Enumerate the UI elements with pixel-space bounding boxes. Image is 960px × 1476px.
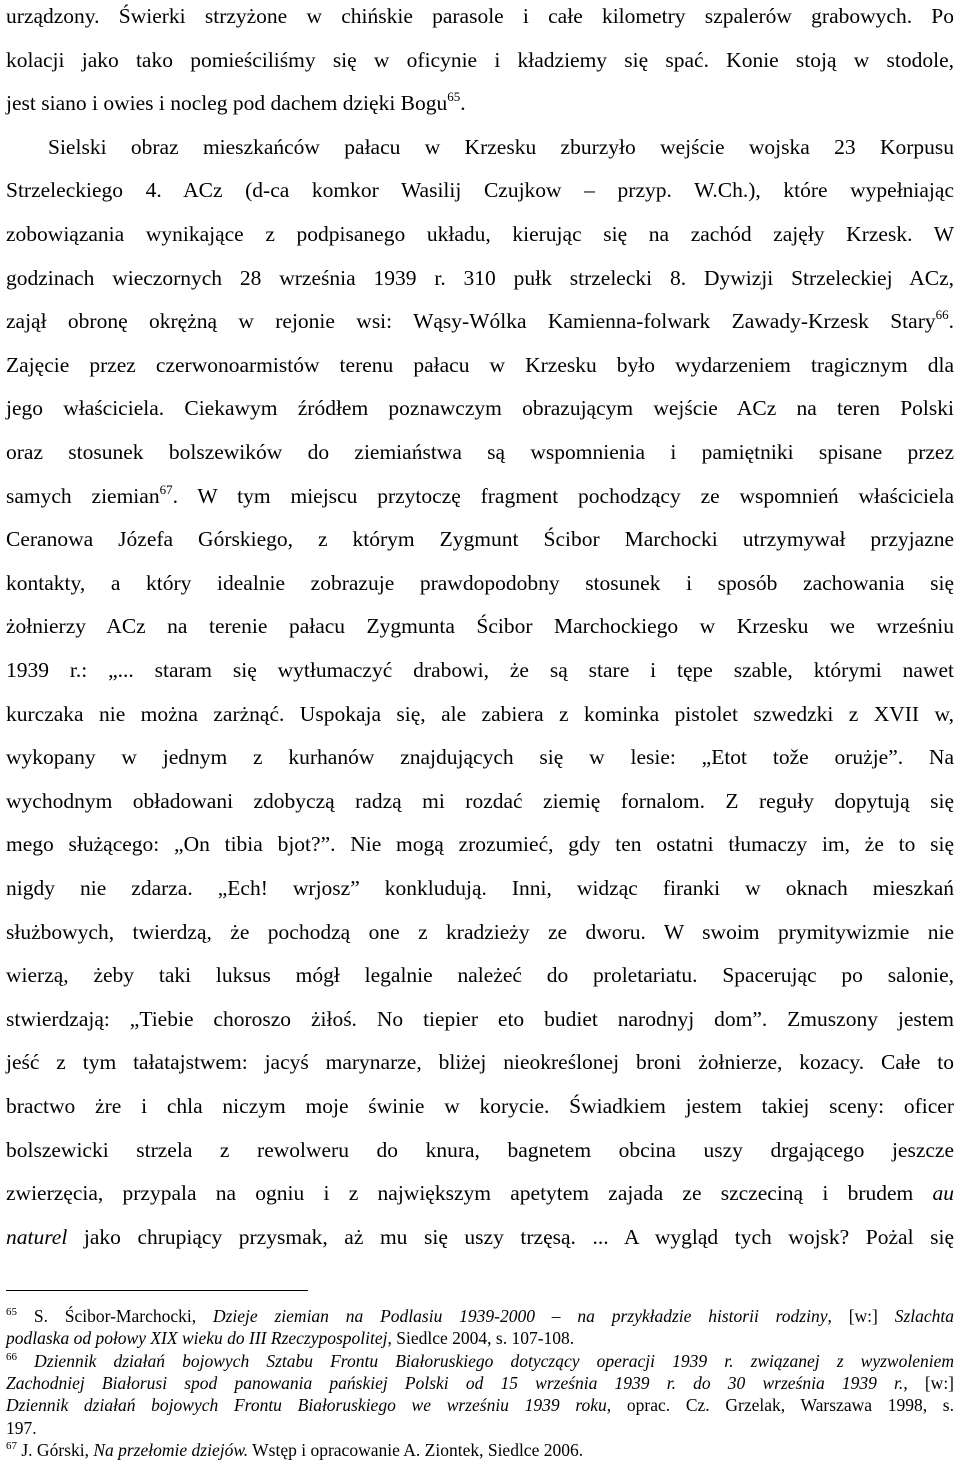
text-line: samych ziemian$^{67}$. W tym miejscu przytoczę fragment pochodzący ze wspomnień właściciela	[6, 481, 954, 508]
footnote-number: 66	[6, 1350, 17, 1363]
text-line: zajął obronę okrężną w rejonie wsi: Wąsy-Wólka Kamienna-folwark Zawady-Krzesk Stary$^{66}$.	[6, 307, 954, 334]
text-line: oraz stosunek bolszewików do ziemiaństwa są wspomnienia i pamiętniki spisane przez	[6, 440, 954, 464]
text-line: wychodnym obładowani zdobyczą radzą mi rozdać ziemię fornalom. Z reguły dopytują się	[6, 788, 954, 813]
text-line: wykopany w jednym z kurhanów znajdujących się w lesie: „Etot tože orużje”. Na	[6, 745, 954, 770]
text-line: zwierzęcia, przypala na ogniu i z największym apetytem zajada ze szczeciną i brudem au	[6, 1181, 954, 1206]
text-line: bractwo żre i chla niczym moje świnie w korycie. Świadkiem jestem takiej sceny: oficer	[6, 1094, 954, 1118]
text-line: kurczaka nie można zarżnąć. Uspokaja się, ale zabiera z kominka pistolet szwedzki z XVII w,	[6, 701, 954, 726]
text-line: zobowiązania wynikające z podpisanego układu, kierując się na zachód zajęły Krzesk. W	[6, 222, 954, 246]
text-line: Sielski obraz mieszkańców pałacu w Krzesku zburzyło wejście wojska 23 Korpusu	[48, 134, 954, 159]
text-line: służbowych, twierdzą, że pochodzą one z kradzieży ze dworu. W swoim prymitywizmie nie	[6, 919, 954, 944]
footnote-line: $^{66}$ Dziennik działań bojowych Sztabu Frontu Białoruskiego dotyczący operacji 1939 r. związanej z wyzwoleniem	[6, 1350, 954, 1371]
text-line: kolacji jako tako pomieściliśmy się w oficynie i kładziemy się spać. Konie stoją w stodole,	[6, 47, 954, 72]
footnote-line: $^{65}$ S. Ścibor-Marchocki, Dzieje ziemian na Podlasiu 1939-2000 – na przykładzie historii rodziny, [w:] Szlachta	[6, 1306, 955, 1326]
text-line: jego właściciela. Ciekawym źródłem poznawczym obrazującym wejście ACz na teren Polski	[6, 396, 954, 421]
text-line: Ceranowa Józefa Górskiego, z którym Zygmunt Ścibor Marchocki utrzymywał przyjazne	[6, 527, 954, 552]
footnote-number: 67	[6, 1439, 17, 1452]
footnote-line: $^{67}$ J. Górski, Na przełomie dziejów. Wstęp i opracowanie A. Ziontek, Siedlce 2006.	[6, 1439, 584, 1460]
text-line: naturel jako chrupiący przysmak, aż mu się uszy trzęsą. ... A wygląd tych wojsk? Pożal się	[6, 1224, 954, 1249]
text-line: wierzą, żeby taki luksus mógł legalnie należeć do proletariatu. Spacerując po salonie,	[6, 963, 954, 988]
text-line: stwierdzają: „Tiebie choroszo żiłoś. No tiepier eto budiet narodnyj dom”. Zmuszony jestem	[6, 1006, 954, 1031]
footnote-ref: 66	[935, 307, 949, 323]
text-line: jeść z tym tałatajstwem: jacyś marynarze, bliżej nieokreślonej broni żołnierze, kozacy. Całe to	[6, 1050, 954, 1075]
text-line: kontakty, a który idealnie zobrazuje prawdopodobny stosunek i sposób zachowania się	[6, 570, 954, 595]
text-line: bolszewicki strzela z rewolweru do knura, bagnetem obcina uszy drgającego jeszcze	[6, 1137, 954, 1162]
text-line: nigdy nie zdarza. „Ech! wrjosz” konkludują. Inni, widząc firanki w oknach mieszkań	[6, 876, 954, 900]
text-line: mego służącego: „On tibia bjot?”. Nie mogą zrozumieć, gdy ten ostatni tłumaczy im, że to się	[6, 832, 954, 857]
footnote-ref: 65	[447, 89, 461, 105]
text-line: 1939 r.: „... staram się wytłumaczyć drabowi, że są stare i tępe szable, którymi nawet	[6, 658, 954, 682]
footnote-line: Dziennik działań bojowych Frontu Białoruskiego we wrześniu 1939 roku, oprac. Cz. Grzelak, Warszawa 1998, s.	[6, 1395, 954, 1416]
text-line: urządzony. Świerki strzyżone w chińskie parasole i całe kilometry szpalerów grabowych. Po	[6, 4, 954, 28]
footnote-number: 65	[6, 1306, 17, 1318]
text-line: godzinach wieczornych 28 września 1939 r. 310 pułk strzelecki 8. Dywizji Strzeleckiej ACz,	[6, 265, 954, 290]
footnote-line: Zachodniej Białorusi spod panowania pańskiej Polski od 15 września 1939 r. do 30 września 1939 r., [w:]	[6, 1372, 955, 1393]
text-line: żołnierzy ACz na terenie pałacu Zygmunta Ścibor Marchockiego w Krzesku we wrześniu	[6, 614, 954, 639]
footnote-separator	[6, 1290, 308, 1291]
footnote-ref: 67	[159, 481, 173, 497]
text-line: Zajęcie przez czerwonoarmistów terenu pałacu w Krzesku było wydarzeniem tragicznym dla	[6, 352, 954, 377]
text-line: jest siano i owies i nocleg pod dachem dzięki Bogu$^{65}$.	[6, 89, 466, 116]
footnote-line: podlaska od połowy XIX wieku do III Rzeczypospolitej, Siedlce 2004, s. 107-108.	[6, 1328, 575, 1349]
footnote-line: 197.	[6, 1417, 37, 1438]
text-line: Strzeleckiego 4. ACz (d-ca komkor Wasilij Czujkow – przyp. W.Ch.), które wypełniając	[6, 178, 954, 203]
